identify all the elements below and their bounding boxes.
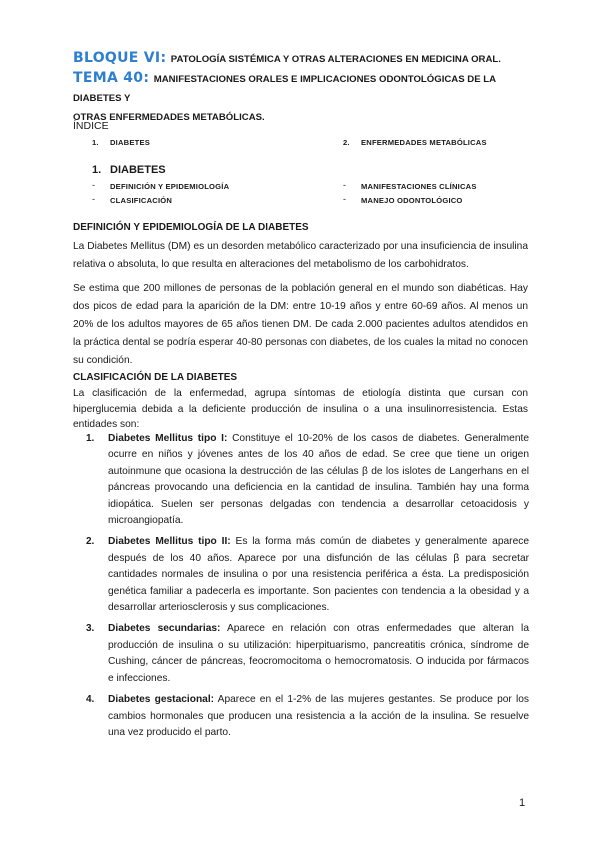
index-item-num-2: 2. [343, 138, 350, 147]
type-description: Constituye el 10-20% de los casos de diabetes. Generalmente ocurre en niños y jóvenes antes de los 40 años de edad. Se cree que tiene un origen autoinmune que ocasiona la destrucción de las células β de los islotes de Langerhans en el páncreas provocando una deficiencia en la cantidad de insulina. También hay una forma idiopática. Suelen ser personas delgadas con tendencia a desarrollar cetoacidosis y microangiopatía. [108, 433, 529, 527]
classification-intro: La clasificación de la enfermedad, agrupa síntomas de etiología distinta que cursan con hiperglucemia debida a la deficiente producción de insulina o a una insulinorresistencia. Estas entidades son: [73, 388, 528, 430]
epidemiology-paragraph: Se estima que 200 millones de personas de la población general en el mundo son diabéticas. Hay dos picos de edad para la aparición de la DM: entre 10-19 años y entre 60-69 años. Al menos un 20% de los adultos mayores de 65 años tienen DM. De cada 2.000 pacientes adultos atendidos en la práctica dental se podría esperar 40-80 personas con diabetes, de los cuales la mitad no conocen su condición. [73, 283, 528, 366]
definition-heading: DEFINICIÓN Y EPIDEMIOLOGÍA DE LA DIABETES [73, 222, 309, 233]
type-name: Diabetes Mellitus tipo I: [108, 433, 228, 444]
page-number: 1 [519, 797, 526, 809]
type-name: Diabetes secundarias: [108, 623, 221, 635]
list-item: 3. Diabetes secundarias: Aparece en relación con otras enfermedades que alteran la producción de insulina o su utilización: hiperpituarismo, pancreatitis crónica, síndrome de Cushing, cáncer de páncreas, feocromocitoma o hemocromatosis. O inducida por fármacos e infecciones. [86, 623, 529, 684]
list-item: 2. Diabetes Mellitus tipo II: Es la forma más común de diabetes y generalmente aparece después de los 40 años. Aparece por una disfunción de las células β para secretar cantidades normales de insulina o por una resistencia periférica a ésta. La predisposición genética familiar a padecerla es importante. Son pacientes con tendencia a la obesidad y a desarrollar arteriosclerosis y sus complicaciones. [86, 536, 529, 614]
subitem-classification: CLASIFICACIÓN [110, 196, 173, 205]
type-name: Diabetes gestacional: [108, 694, 215, 706]
topic-header [73, 69, 543, 126]
topic-title-line1: MANIFESTACIONES ORALES E IMPLICACIONES ODONTOLÓGICAS DE LA DIABETES Y [73, 74, 496, 104]
index-item-metabolic[interactable]: ENFERMEDADES METABÓLICAS [361, 138, 487, 147]
block-tag: BLOQUE VI: [73, 50, 167, 66]
diabetes-types-list [86, 431, 529, 746]
subitem-clinical: MANIFESTACIONES CLÍNICAS [361, 182, 477, 191]
definition-paragraph: La Diabetes Mellitus (DM) es un desorden metabólico caracterizado por una insuficiencia de insulina relativa o absoluta, lo que resulta en alteraciones del metabolismo de los carbohidratos. [73, 241, 528, 270]
dash: - [92, 194, 95, 204]
dash: - [343, 194, 346, 204]
type-name: Diabetes Mellitus tipo II: [108, 536, 231, 548]
classification-heading: CLASIFICACIÓN DE LA DIABETES [73, 372, 238, 383]
index-item-diabetes[interactable]: DIABETES [110, 138, 150, 147]
list-item: 1. Diabetes Mellitus tipo I: Constituye el 10-20% de los casos de diabetes. Generalmente ocurre en niños y jóvenes antes de los 40 años de edad. Se cree que tiene un origen autoinmune que ocasiona la destrucción de las células β de los islotes de Langerhans en el páncreas provocando una deficiencia en la cantidad de insulina. También hay una forma idiopática. Suelen ser personas delgadas con tendencia a desarrollar cetoacidosis y microangiopatía. [86, 433, 529, 527]
section1-title: DIABETES [110, 164, 166, 176]
subitem-definition: DEFINICIÓN Y EPIDEMIOLOGÍA [110, 182, 230, 191]
section1-num: 1. [92, 164, 102, 176]
list-item: 4. Diabetes gestacional: Aparece en el 1-2% de las mujeres gestantes. Se produce por los cambios hormonales que producen una resistencia a la acción de la insulina. Se resuelve una vez producido el parto. [86, 694, 529, 738]
topic-title-line2: OTRAS ENFERMEDADES METABÓLICAS. [73, 112, 265, 123]
index-title: ÍNDICE [73, 120, 109, 132]
dash: - [92, 180, 95, 190]
dash: - [343, 180, 346, 190]
topic-tag: TEMA 40: [73, 70, 150, 86]
type-description: Aparece en relación con otras enfermedades que alteran la producción de insulina o su utilización: hiperpituarismo, pancreatitis crónica, síndrome de Cushing, cáncer de páncreas, feocromocitoma o hemocromatosis. O inducida por fármacos e infecciones. [108, 623, 529, 684]
block-header [73, 49, 543, 68]
subitem-dental: MANEJO ODONTOLÓGICO [361, 196, 463, 205]
type-description: Aparece en el 1-2% de las mujeres gestantes. Se produce por los cambios hormonales que producen una resistencia a la acción de la insulina. Se resuelve una vez producido el parto. [108, 694, 529, 738]
index-item-num-1: 1. [92, 138, 99, 147]
type-description: Es la forma más común de diabetes y generalmente aparece después de los 40 años. Aparece por una disfunción de las células β para secretar cantidades normales de insulina o por una resistencia periférica a ésta. La predisposición genética familiar a padecerla es importante. Son pacientes con tendencia a la obesidad y a desarrollar arteriosclerosis y sus complicaciones. [108, 536, 529, 614]
block-title: PATOLOGÍA SISTÉMICA Y OTRAS ALTERACIONES EN MEDICINA ORAL. [170, 54, 501, 65]
